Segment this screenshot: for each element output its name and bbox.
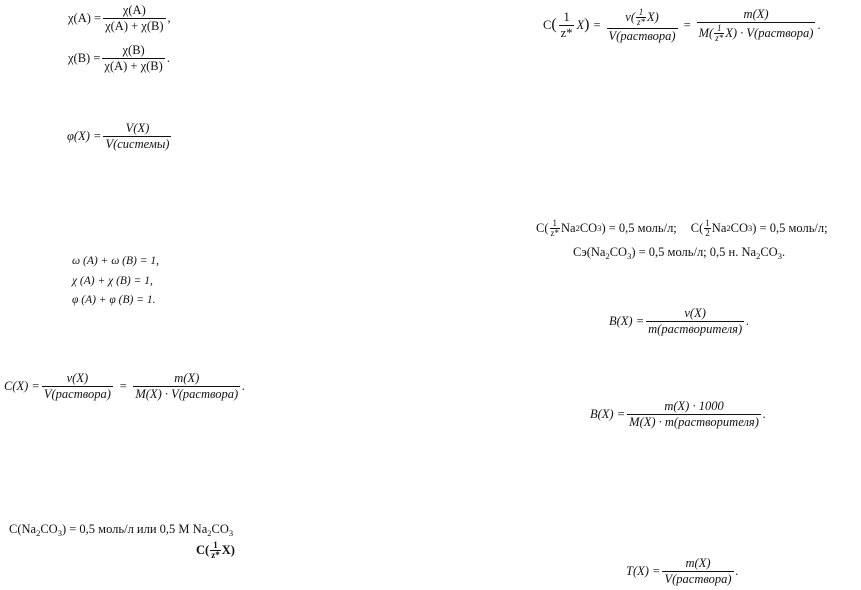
formula-molar: C(X) = $\frac{\nu(X)}{\text{V(раствора)}}$ = $\frac{m(X)}{\text{M(X) · V(раствора)}}$ . (4, 371, 246, 401)
chi-a-denominator: χ(A) + χ(B) (105, 18, 164, 33)
molar-end: . (242, 378, 246, 393)
chi-a-end: , (167, 10, 171, 25)
formula-chi-b (68, 44, 170, 72)
chi-b-lhs: χ(B) = (68, 50, 101, 65)
formula-chi-a (68, 4, 171, 32)
formula-titer: T(X) = $\frac{m(X)}{\text{V(раствора)}}$ . (626, 556, 739, 586)
chi-a-fraction (103, 4, 165, 32)
sum-omega: ω (A) + ω (B) = 1, (72, 255, 160, 267)
molar-numerator-1: ν(X) (66, 371, 89, 385)
phi-fraction (103, 122, 171, 150)
molar-numerator-2: m(X) (174, 371, 200, 385)
chi-a-lhs: χ(A) = (68, 10, 102, 25)
normality-example-1: C( 1 z* Na 2 CO 3 ) = 0,5 моль/л; C( 1 2 Na 2 CO 3 ) = 0,5 моль/л; (536, 218, 828, 238)
formula-molality-1: B(X) = $\frac{\nu(X)}{\text{m(растворителя)}}$ . (609, 306, 750, 336)
sum-chi: χ (A) + χ (B) = 1, (72, 274, 153, 287)
formula-molality-2: B(X) = $\frac{m(X) \cdot 1000}{\text{M(X) · m(растворителя)}}$ . (590, 399, 766, 429)
na2co3-example: $C(Na_2CO_3) = 0,5$ моль/л или 0,5 М $Na_2CO_3$ (9, 522, 234, 538)
chi-a-numerator: χ(A) (122, 3, 146, 17)
phi-numerator: V(X) (125, 121, 150, 135)
molar-fraction-2 (133, 372, 240, 400)
normality-fraction-1: ν( 1 z* X) V(раствора) (608, 7, 676, 43)
chi-b-fraction (102, 44, 164, 72)
formula-phi (67, 122, 173, 150)
molar-denominator-1: V(раствора) (43, 386, 111, 401)
sum-phi: φ (A) + φ (B) = 1. (72, 294, 156, 306)
molar-fraction-1 (42, 372, 113, 400)
phi-lhs: φ(X) = (67, 128, 102, 143)
normality-fraction-2: m(X) M( 1 z* X) · V(раствора) (698, 7, 814, 43)
equivalent-concentration-symbol: C( 1 z* X) (196, 540, 235, 560)
molar-lhs: C(X) = (4, 378, 40, 393)
formula-normality: C ( $\frac{1}{z*}$ X ) = ν( 1 z* X) V(раствора) = m(X) M( 1 z* X) · V(раствора) . (543, 7, 821, 43)
normality-example-2: $Cэ(Na_2CO_3) = 0,5$ моль/л; 0,5 н. $Na_2CO_3$. (573, 245, 786, 261)
phi-denominator: V(системы) (105, 136, 170, 151)
molar-denominator-2: M(X) · V(раствора) (135, 386, 239, 401)
sum-identities (72, 256, 159, 315)
chi-b-denominator: χ(A) + χ(B) (104, 58, 163, 73)
chi-b-end: . (166, 50, 170, 65)
chi-b-numerator: χ(B) (122, 43, 145, 57)
